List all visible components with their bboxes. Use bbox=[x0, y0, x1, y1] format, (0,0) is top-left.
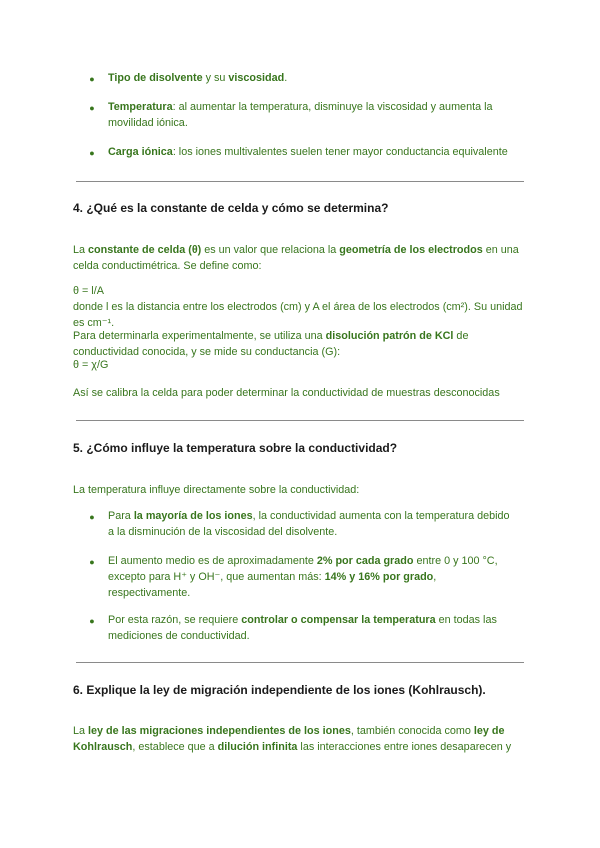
text-run: La bbox=[73, 725, 89, 737]
bold-term: disolución patrón de KCl bbox=[325, 330, 454, 342]
bold-term: viscosidad bbox=[228, 72, 285, 84]
bullet-icon: ● bbox=[89, 103, 95, 113]
bold-term: la mayoría de los iones bbox=[133, 510, 253, 522]
text-run: . bbox=[284, 72, 288, 84]
q4-formula-1: θ = l/A bbox=[73, 285, 104, 297]
bold-term: 2% por cada grado bbox=[316, 555, 414, 567]
q6-paragraph bbox=[73, 723, 528, 755]
bold-term: dilución infinita bbox=[217, 741, 298, 753]
q4-closing: Así se calibra la celda para poder determinar la conductividad de muestras desconocidas bbox=[73, 387, 500, 399]
text-run: : al aumentar la temperatura, disminuye la viscosidad y aumenta la movilidad iónica. bbox=[108, 101, 493, 129]
list-item bbox=[108, 553, 518, 601]
text-run: en todas las mediciones de conductividad. bbox=[108, 614, 497, 642]
divider bbox=[76, 662, 524, 663]
text-run: : los iones multivalentes suelen tener mayor conductancia equivalente bbox=[172, 146, 508, 158]
text-run: y su bbox=[202, 72, 229, 84]
text-run: , también conocida como bbox=[350, 725, 474, 737]
bullet-icon: ● bbox=[89, 616, 95, 626]
text-run: , respectivamente. bbox=[108, 571, 437, 599]
bold-term: controlar o compensar la temperatura bbox=[241, 614, 436, 626]
text-run: de conductividad conocida, y se mide su conductancia (G): bbox=[73, 330, 469, 358]
text-run: Para determinarla experimentalmente, se utiliza una bbox=[73, 330, 326, 342]
bullet-icon: ● bbox=[89, 557, 95, 567]
bold-term: Tipo de disolvente bbox=[108, 72, 203, 84]
question-5-heading: 5. ¿Cómo influye la temperatura sobre la conductividad? bbox=[73, 441, 398, 455]
bold-term: Temperatura bbox=[108, 101, 173, 113]
text-run: , la conductividad aumenta con la temperatura debido a la disminución de la viscosidad del disolvente. bbox=[108, 510, 510, 538]
q4-paragraph-1 bbox=[73, 242, 528, 274]
q4-definition: donde l es la distancia entre los electrodos (cm) y A el área de los electrodos (cm²). Su unidad es cm⁻¹. bbox=[73, 301, 523, 329]
text-run: El aumento medio es de aproximadamente bbox=[108, 555, 317, 567]
text-run: entre 0 y 100 °C, excepto para H⁺ y OH⁻, que aumentan más: bbox=[108, 555, 498, 583]
text-run: Para bbox=[108, 510, 134, 522]
divider bbox=[76, 181, 524, 182]
bold-term: ley de Kohlrausch bbox=[73, 725, 505, 753]
list-item bbox=[108, 508, 518, 540]
text-run: , establece que a bbox=[132, 741, 218, 753]
list-item bbox=[108, 144, 518, 160]
bold-term: constante de celda (θ) bbox=[88, 244, 202, 256]
q4-formula-2: θ = χ/G bbox=[73, 359, 109, 371]
list-item bbox=[108, 99, 518, 131]
text-run: en una celda conductimétrica. Se define como: bbox=[73, 244, 519, 272]
bold-term: geometría de los electrodos bbox=[339, 244, 483, 256]
text-run: Por esta razón, se requiere bbox=[108, 614, 242, 626]
bullet-icon: ● bbox=[89, 512, 95, 522]
bold-term: 14% y 16% por grado bbox=[324, 571, 434, 583]
list-item bbox=[108, 70, 518, 86]
q4-paragraph-2 bbox=[73, 328, 528, 360]
bold-term: Carga iónica bbox=[108, 146, 173, 158]
question-4-heading: 4. ¿Qué es la constante de celda y cómo se determina? bbox=[73, 201, 389, 215]
text-run: las interacciones entre iones desaparecen y bbox=[297, 741, 512, 753]
bullet-icon: ● bbox=[89, 74, 95, 84]
text-run: La bbox=[73, 244, 89, 256]
q5-intro: La temperatura influye directamente sobre la conductividad: bbox=[73, 484, 360, 496]
question-6-heading: 6. Explique la ley de migración independiente de los iones (Kohlrausch). bbox=[73, 683, 486, 697]
divider bbox=[76, 420, 524, 421]
bold-term: ley de las migraciones independientes de los iones bbox=[88, 725, 351, 737]
bullet-icon: ● bbox=[89, 148, 95, 158]
text-run: es un valor que relaciona la bbox=[201, 244, 340, 256]
list-item bbox=[108, 612, 518, 644]
